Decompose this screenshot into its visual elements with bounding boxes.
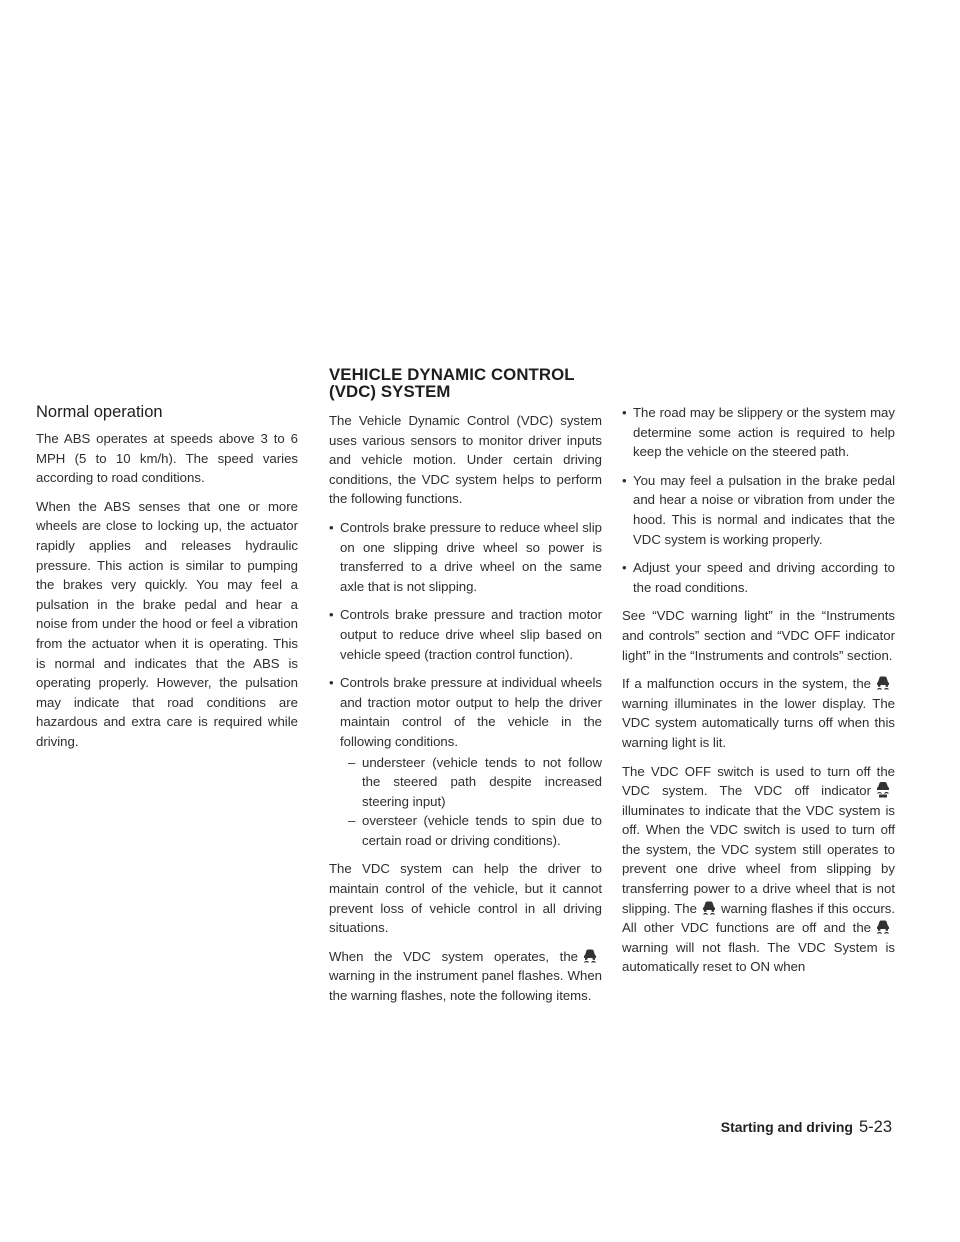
normal-operation-heading: Normal operation bbox=[36, 403, 163, 421]
text-span: The VDC OFF switch is used to turn off the VDC system. The VDC off indicator bbox=[622, 763, 895, 799]
bullet-marker: • bbox=[622, 405, 627, 420]
list-item-text: Adjust your speed and driving according to the road conditions. bbox=[633, 560, 895, 595]
list-item-text: Controls brake pressure and traction motor output to reduce drive wheel slip based on vehicle speed (traction control function). bbox=[340, 607, 602, 662]
dash-marker: – bbox=[348, 754, 356, 770]
vdc-malfunction-paragraph bbox=[622, 674, 895, 752]
list-item-text: The road may be slippery or the system may determine some action is required to help keep the vehicle on the steered path. bbox=[633, 405, 895, 460]
vdc-maintain-paragraph: The VDC system can help the driver to maintain control of the vehicle, but it cannot prevent loss of vehicle control in all driving situations. bbox=[329, 861, 602, 936]
vdc-function-list bbox=[329, 518, 602, 851]
column-middle bbox=[329, 366, 602, 1015]
dash-marker: – bbox=[348, 813, 356, 829]
list-item-text: understeer (vehicle tends to not follow the steered path despite increased steering input) bbox=[362, 754, 602, 809]
list-item-text: Controls brake pressure to reduce wheel slip on one slipping drive wheel so power is transferred to a drive wheel on the same axle that is not slipping. bbox=[340, 519, 602, 594]
list-item-text: Controls brake pressure at individual wheels and traction motor output to help the driver maintain control of the vehicle in the following conditions. bbox=[340, 675, 602, 749]
bullet-marker: • bbox=[329, 675, 334, 691]
skidding-car-icon bbox=[700, 899, 718, 916]
text-span: illuminates to indicate that the VDC system is off. When the VDC switch is used to turn off the system, the VDC system still operates to prevent one drive wheel from slipping by transferring power to a drive wheel that is not slipping. The bbox=[622, 802, 895, 916]
bullet-marker: • bbox=[329, 519, 334, 535]
list-item bbox=[348, 811, 602, 850]
text-span: warning will not flash. The VDC System is automatically reset to ON when bbox=[622, 939, 895, 975]
text-span: warning in the instrument panel flashes. When the warning flashes, note the following items. bbox=[329, 968, 602, 1004]
list-item bbox=[329, 518, 602, 596]
text-span: warning illuminates in the lower display. The VDC system automatically turns off when this warning light is lit. bbox=[622, 695, 895, 750]
list-item bbox=[348, 753, 602, 812]
page-number: 5-23 bbox=[858, 1118, 892, 1136]
vdc-operates-paragraph bbox=[329, 947, 602, 1006]
list-item bbox=[622, 471, 895, 549]
vdc-warning-items-list bbox=[622, 403, 895, 597]
skidding-car-icon bbox=[874, 918, 892, 935]
page-footer bbox=[721, 1118, 892, 1137]
bullet-marker: • bbox=[622, 472, 627, 488]
column-left bbox=[36, 402, 298, 761]
skidding-car-icon bbox=[581, 947, 599, 964]
list-item-text: You may feel a pulsation in the brake pedal and hear a noise or vibration from under the hood. This is normal and indicates that the VDC system is working properly. bbox=[633, 472, 895, 547]
list-item bbox=[329, 605, 602, 664]
normal-operation-paragraph-2: When the ABS senses that one or more wheels are close to locking up, the actuator rapidly applies and releases hydraulic pressure. This action is similar to pumping the brakes very quickly. You may feel a pulsation in the brake pedal and hear a noise from under the hood or feel a vibration from the actuator when it is operating. This is normal and indicates that the ABS is operating properly. However, the pulsation may indicate that road conditions are hazardous and extra care is required while driving. bbox=[36, 498, 298, 749]
list-item bbox=[329, 673, 602, 850]
list-item bbox=[622, 558, 895, 597]
normal-operation-paragraph-1: The ABS operates at speeds above 3 to 6 MPH (5 to 10 km/h). The speed varies according to road conditions. bbox=[36, 431, 298, 486]
column-right bbox=[622, 403, 895, 986]
footer-section-title: Starting and driving bbox=[720, 1119, 853, 1135]
bullet-marker: • bbox=[622, 560, 627, 576]
vdc-intro-paragraph: The Vehicle Dynamic Control (VDC) system uses various sensors to monitor driver inputs and vehicle motion. Under certain driving conditions, the VDC system helps to perform the following functions. bbox=[329, 413, 602, 507]
vdc-section-heading: VEHICLE DYNAMIC CONTROL (VDC) SYSTEM bbox=[329, 365, 575, 401]
text-span: When the VDC system operates, the bbox=[329, 948, 578, 964]
condition-list bbox=[340, 753, 602, 851]
list-item bbox=[622, 403, 895, 462]
text-span: If a malfunction occurs in the system, the bbox=[622, 676, 871, 692]
vdc-see-paragraph: See “VDC warning light” in the “Instruments and controls” section and “VDC OFF indicator light” in the “Instruments and controls” section. bbox=[622, 608, 895, 663]
text-span: warning flashes if this occurs. All other VDC functions are off and the bbox=[622, 900, 895, 936]
skidding-car-off-icon bbox=[874, 781, 892, 798]
skidding-car-icon bbox=[874, 674, 892, 691]
vdc-switch-paragraph bbox=[622, 762, 895, 978]
bullet-marker: • bbox=[329, 607, 334, 623]
list-item-text: oversteer (vehicle tends to spin due to certain road or driving conditions). bbox=[362, 813, 602, 848]
